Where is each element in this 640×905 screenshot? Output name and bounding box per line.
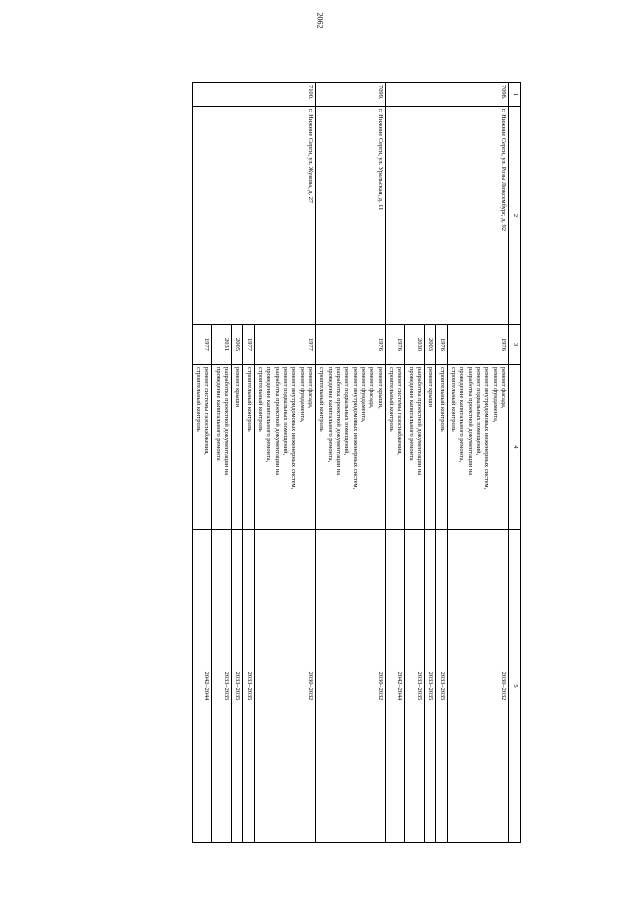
work-item: разработка проектной документации на	[416, 367, 424, 476]
work-item: разработка проектной документации на	[466, 367, 474, 476]
work-item: ремонт внутридомовых инженерных систем,	[290, 367, 298, 490]
work-item: строительный контроль	[195, 367, 203, 432]
period-cell: 2030–2032	[447, 530, 508, 843]
period-cell: 2033–2035	[243, 530, 254, 843]
work-item: ремонт фундамента,	[298, 367, 306, 423]
page-number: 2062	[315, 12, 325, 29]
table-container	[86, 82, 521, 842]
period-cell: 2033–2035	[232, 530, 243, 843]
table-row	[254, 83, 315, 843]
work-item: строительный контроль	[388, 367, 396, 432]
record-number: 7098.	[385, 83, 508, 107]
work-item: проведение капитального ремонта,	[265, 367, 273, 463]
works-cell	[254, 365, 315, 530]
work-item: проведение капитального ремонта	[407, 367, 415, 461]
work-item: строительный контроль	[450, 367, 458, 432]
year-cell: 1976	[385, 325, 405, 365]
period-cell: 2030–2032	[254, 530, 315, 843]
work-item: ремонт внутридомовых инженерных систем,	[351, 367, 359, 490]
works-cell	[385, 365, 405, 530]
work-item: ремонт подвальных помещений,	[282, 367, 290, 456]
year-cell: 1977	[243, 325, 254, 365]
period-cell: 2033–2035	[405, 530, 425, 843]
work-item: строительный контроль	[318, 367, 326, 432]
work-item: ремонт системы газоснабжения,	[203, 367, 211, 455]
period-cell: 2033–2035	[436, 530, 447, 843]
year-cell: 1976	[447, 325, 508, 365]
work-item: проведение капитального ремонта,	[458, 367, 466, 463]
works-cell	[316, 365, 386, 530]
record-address: г. Нижние Серги, ул. Розы Люксембург, д. 92	[385, 107, 508, 325]
header-cell: 5	[509, 530, 521, 843]
period-cell: 2030–2032	[316, 530, 386, 843]
works-cell	[425, 365, 436, 530]
work-item: ремонт системы газоснабжения,	[396, 367, 404, 455]
work-item: ремонт крыши	[427, 367, 435, 408]
year-cell: 1977	[192, 325, 212, 365]
work-item: ремонт фасада,	[307, 367, 315, 409]
header-cell: 3	[509, 325, 521, 365]
works-cell	[232, 365, 243, 530]
work-item: ремонт крыши	[234, 367, 242, 408]
record-number: 7100.	[192, 83, 315, 107]
header-row	[509, 83, 521, 843]
work-item: разработка проектной документации на	[335, 367, 343, 476]
work-item: ремонт подвальных помещений,	[475, 367, 483, 456]
works-cell	[447, 365, 508, 530]
works-cell	[192, 365, 212, 530]
header-cell: 1	[509, 83, 521, 107]
work-item: ремонт внутридомовых инженерных систем,	[483, 367, 491, 490]
capital-repair-table	[192, 82, 521, 843]
period-cell: 2042–2044	[385, 530, 405, 843]
work-item: строительный контроль	[438, 367, 446, 432]
header-cell: 4	[509, 365, 521, 530]
period-cell: 2042–2044	[192, 530, 212, 843]
work-item: ремонт фундамента,	[360, 367, 368, 423]
year-cell: 2030	[405, 325, 425, 365]
works-cell	[243, 365, 254, 530]
work-item: ремонт подвальных помещений,	[343, 367, 351, 456]
work-item: проведение капитального ремонта,	[326, 367, 334, 463]
work-item: разработка проектной документации на	[273, 367, 281, 476]
works-cell	[436, 365, 447, 530]
year-cell: 2005	[232, 325, 243, 365]
year-cell: 1977	[254, 325, 315, 365]
work-item: ремонт фасада,	[500, 367, 507, 409]
work-item: проведение капитального ремонта	[214, 367, 222, 461]
year-cell: 1976	[316, 325, 386, 365]
header-cell: 2	[509, 107, 521, 325]
work-item: ремонт фундамента,	[491, 367, 499, 423]
table-row	[316, 83, 386, 843]
work-item: ремонт фасада,	[368, 367, 376, 409]
record-address: г. Нижние Серги, ул. Уральская, д. 11	[316, 107, 386, 325]
work-item: ремонт крыши,	[376, 367, 384, 409]
table-row	[447, 83, 508, 843]
year-cell: 1976	[436, 325, 447, 365]
period-cell: 2033–2035	[212, 530, 232, 843]
period-cell: 2033–2035	[425, 530, 436, 843]
record-number: 7099.	[316, 83, 386, 107]
year-cell: 2031	[212, 325, 232, 365]
works-cell	[405, 365, 425, 530]
work-item: строительный контроль	[245, 367, 253, 432]
year-cell: 2003	[425, 325, 436, 365]
works-cell	[212, 365, 232, 530]
work-item: разработка проектной документации на	[223, 367, 231, 476]
record-address: г. Нижние Серги, ул. Жукова, д. 27	[192, 107, 315, 325]
work-item: строительный контроль	[257, 367, 265, 432]
